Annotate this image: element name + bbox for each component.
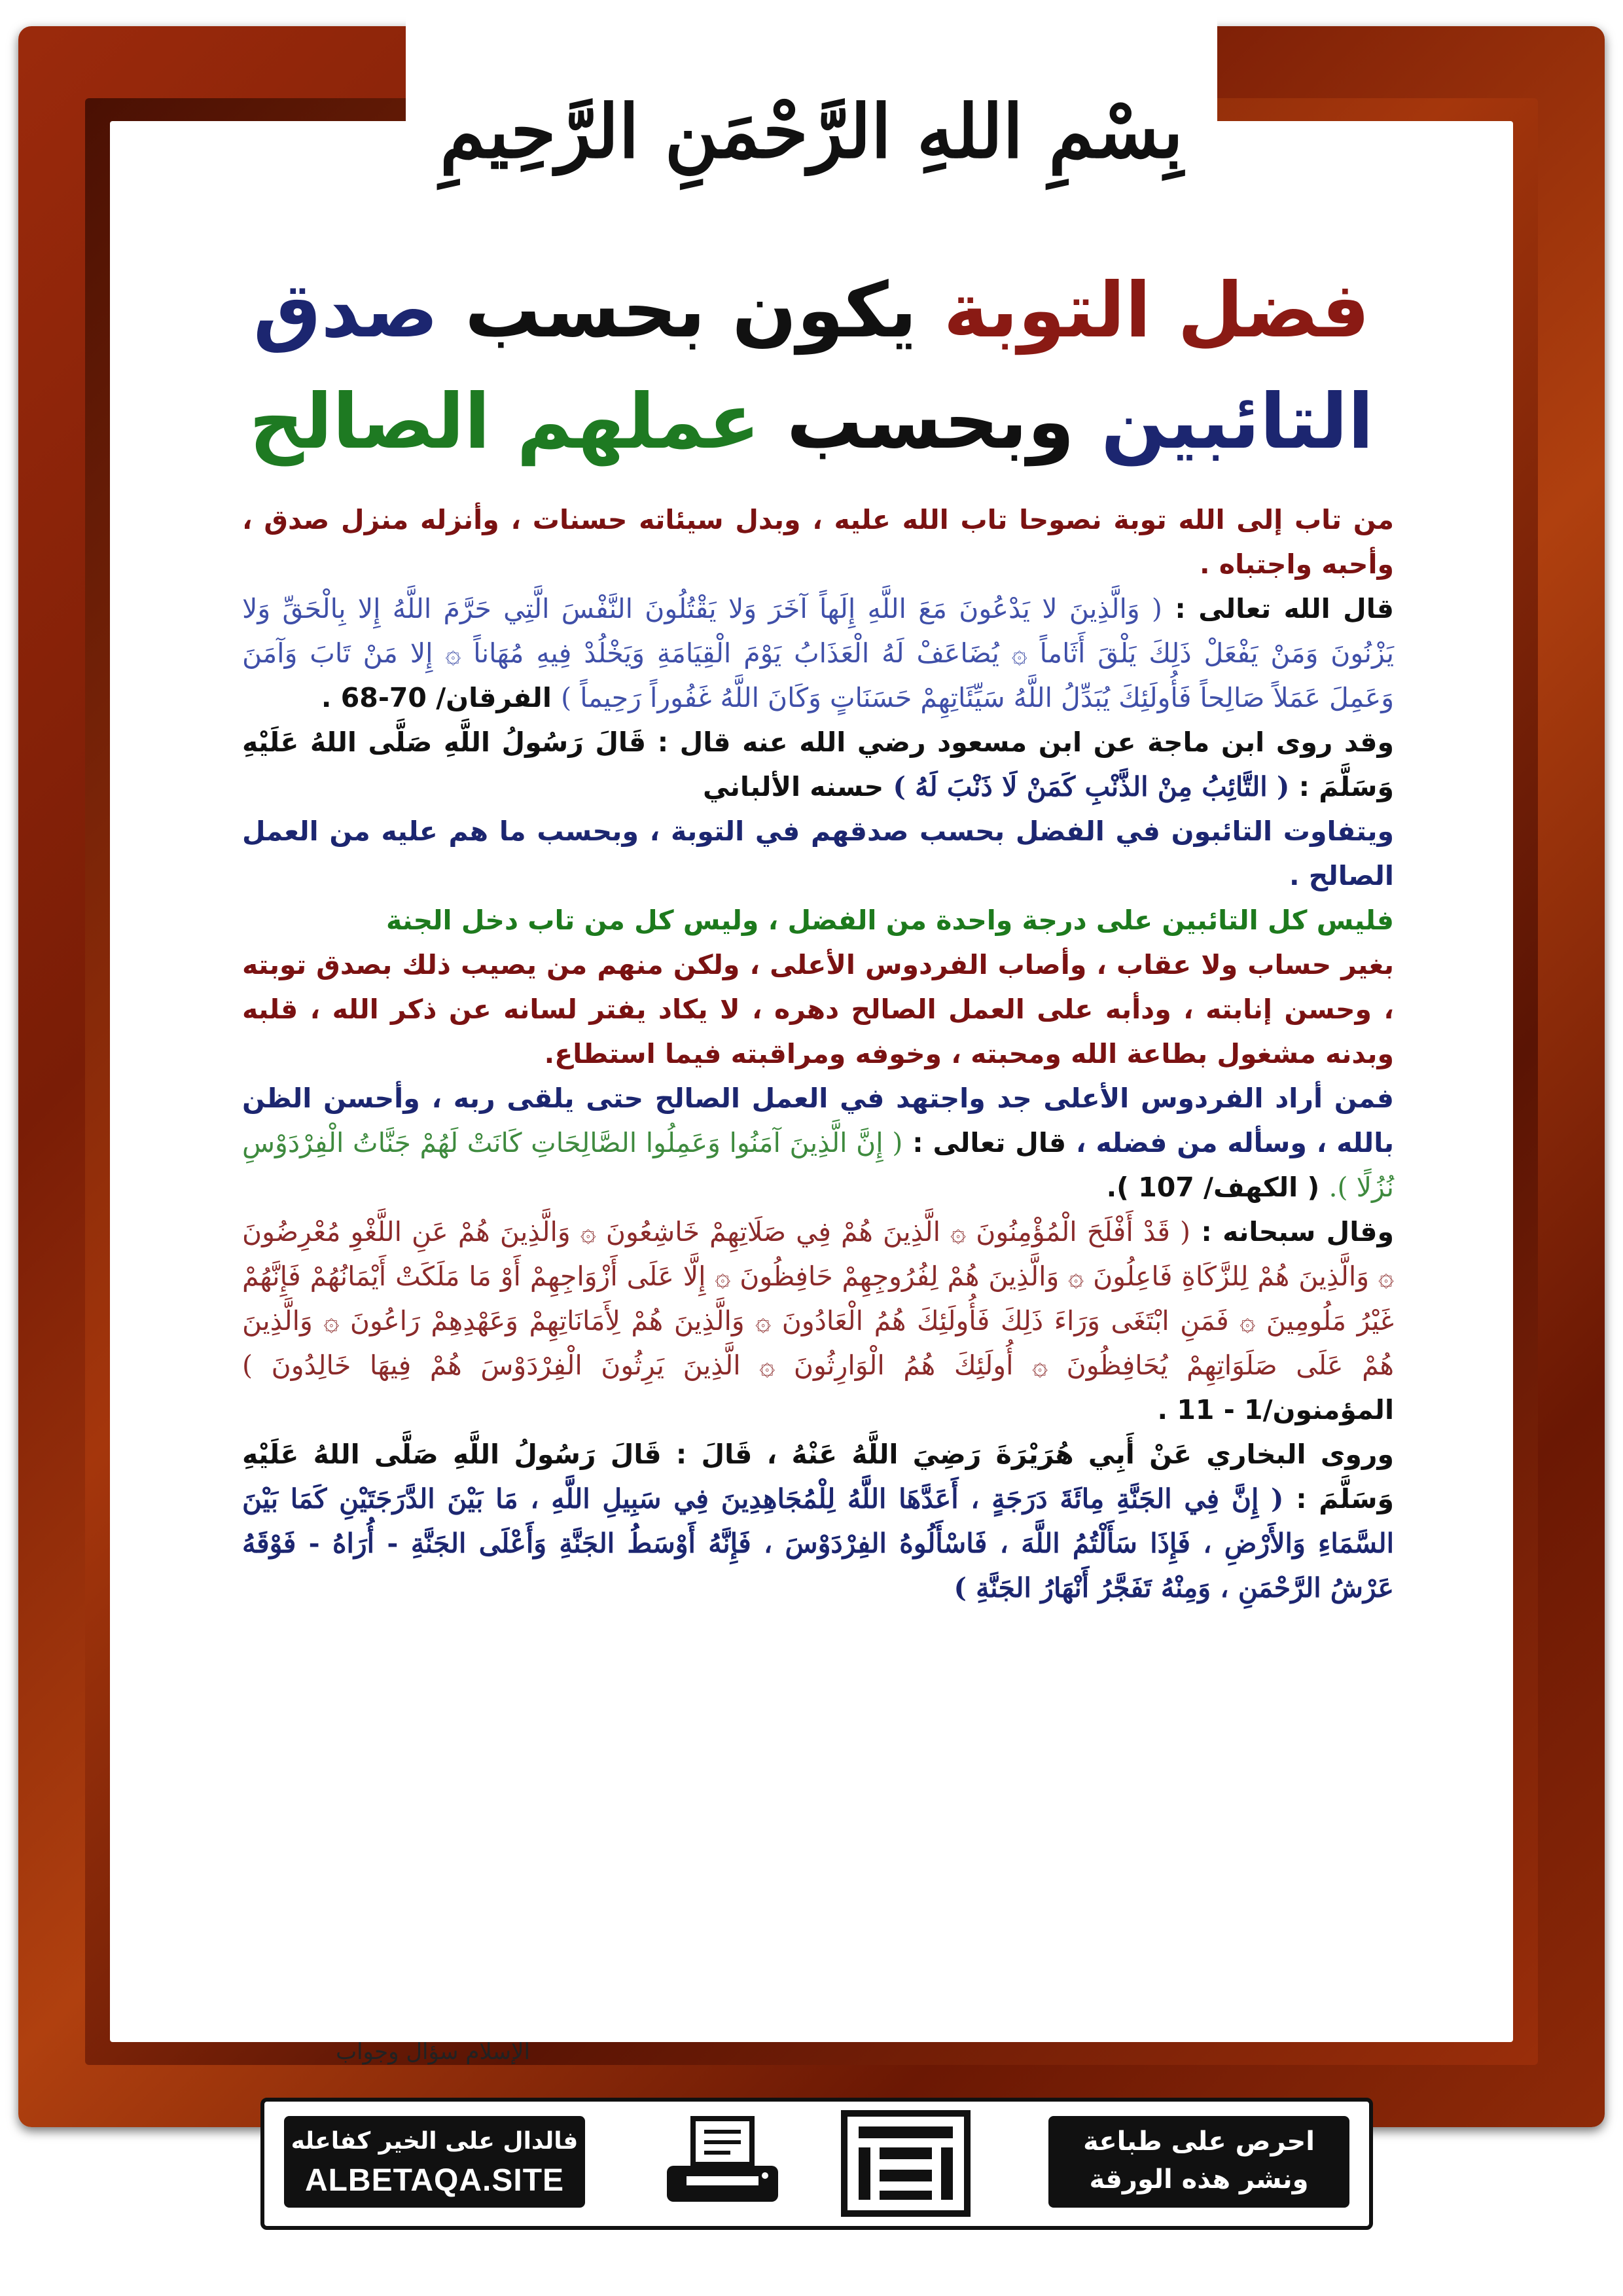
verse-reference: ( الكهف/ 107 ).: [1106, 1172, 1320, 1203]
footer-site-link[interactable]: ALBETAQA.SITE: [304, 2163, 565, 2198]
title-line-1: [131, 255, 1492, 367]
hadith-prophet: قَالَ رَسُولُ اللَّهِ صَلَّى اللهُ عَلَيْهِ وَسَلَّمَ :: [242, 726, 1394, 802]
verse-text: ( وَالَّذِينَ لا يَدْعُونَ مَعَ اللَّهِ إِلَهاً آخَرَ وَلا يَقْتُلُونَ النَّفْسَ الَّتِي حَرَّمَ اللَّهُ إِلا بِالْحَقِّ وَلا يَزْنُونَ وَمَنْ يَفْعَلْ ذَلِكَ يَلْقَ أَثَاماً ۞ يُضَاعَفْ لَهُ الْعَذَابُ يَوْمَ الْقِيَامَةِ وَيَخْلُدْ فِيهِ مُهَاناً ۞ إِلا مَنْ تَابَ وَآمَنَ وَعَمِلَ عَمَلاً صَالِحاً فَأُولَئِكَ يُبَدِّلُ اللَّهُ سَيِّئَاتِهِمْ حَسَنَاتٍ وَكَانَ اللَّهُ غَفُوراً رَحِيماً ): [242, 593, 1394, 713]
paragraph-navy-2: فمن أراد الفردوس الأعلى جد واجتهد في العمل الصالح حتى يلقى ربه ، وأحسن الظن بالله ، وسأله من فضله ،: [242, 1083, 1394, 1158]
title-word: يكون بحسب: [465, 266, 918, 355]
paragraph-navy: ويتفاوت التائبون في الفضل بحسب صدقهم في التوبة ، وبحسب ما هم عليه من العمل الصالح .: [242, 816, 1394, 891]
paragraph-maroon: بغير حساب ولا عقاب ، وأصاب الفردوس الأعلى ، ولكن منهم من يصيب ذلك بصدق توبته ، وحسن إنابته ، ودأبه على العمل الصالح دهره ، لا يكاد يفتر لسانه عن ذكر الله ، قلبه وبدنه مشغول بطاعة الله ومحبته ، وخوفه ومراقبته فيما استطاع.: [242, 949, 1394, 1069]
quote-lead: وقال سبحانه :: [1201, 1216, 1394, 1247]
page-title: [131, 255, 1492, 478]
printer-icon: [657, 2113, 788, 2215]
hadith-2: [242, 1432, 1394, 1610]
footer-print-line-2: ونشر هذه الورقة: [1089, 2164, 1309, 2195]
hadith-lead: وروى البخاري عَنْ أَبِي هُرَيْرَةَ رَضِيَ اللَّهُ عَنْهُ ، قَالَ :: [675, 1439, 1394, 1470]
quote-lead: قال الله تعالى :: [1175, 593, 1394, 624]
title-word: فضل: [1177, 266, 1370, 355]
footer-bar: [260, 2098, 1373, 2230]
title-word: وبحسب: [786, 378, 1075, 466]
intro-paragraph: من تاب إلى الله توبة نصوحا تاب الله عليه ، وبدل سيئاته حسنات ، وأنزله منزل صدق ، وأحبه واجتباه .: [242, 504, 1394, 580]
title-word: التائبين: [1101, 378, 1374, 466]
verse-text: ( إِنَّ الَّذِينَ آمَنُوا وَعَمِلُوا الصَّالِحَاتِ كَانَتْ لَهُمْ جَنَّاتُ الْفِرْدَوْسِ نُزُلًا ).: [242, 1127, 1394, 1203]
title-word: عملهم الصالح: [249, 378, 760, 466]
footer-print-line-1: احرص على طباعة: [1083, 2126, 1315, 2157]
hadith-text: ( إِنَّ فِي الجَنَّةِ مِائَةَ دَرَجَةٍ ، أَعَدَّهَا اللَّهُ لِلْمُجَاهِدِينَ فِي سَبِيلِ اللَّهِ ، مَا بَيْنَ الدَّرَجَتَيْنِ كَمَا بَيْنَ السَّمَاءِ وَالأَرْضِ ، فَإِذَا سَأَلْتُمُ اللَّهَ ، فَاسْأَلُوهُ الفِرْدَوْسَ ، فَإِنَّهُ أَوْسَطُ الجَنَّةِ وَأَعْلَى الجَنَّةِ - أُرَاهُ - فَوْقَهُ عَرْشُ الرَّحْمَنِ ، وَمِنْهُ تَفَجَّرُ أَنْهَارُ الجَنَّةِ ): [242, 1483, 1394, 1604]
paragraph-green: فليس كل التائبين على درجة واحدة من الفضل ، وليس كل من تاب دخل الجنة: [385, 905, 1394, 936]
quote-lead: قال تعالى :: [912, 1127, 1067, 1158]
verse-reference: المؤمنون/1 - 11 .: [1157, 1394, 1394, 1426]
hadith-prophet: قَالَ رَسُولُ اللَّهِ صَلَّى اللهُ عَلَيْهِ وَسَلَّمَ :: [242, 1439, 1394, 1515]
dawa-logo: [840, 2109, 971, 2217]
article-body: [242, 497, 1394, 1610]
basmala-calligraphy: [419, 26, 1204, 223]
hadith-grade: حسنه الألباني: [703, 771, 884, 802]
quran-quote-3: [242, 1210, 1394, 1432]
source-credit: الإسلام سؤال وجواب: [336, 2039, 530, 2065]
title-word: التوبة: [943, 266, 1151, 355]
verse-text: ( قَدْ أَفْلَحَ الْمُؤْمِنُونَ ۞ الَّذِينَ هُمْ فِي صَلَاتِهِمْ خَاشِعُونَ ۞ وَالَّذِينَ هُمْ عَنِ اللَّغْوِ مُعْرِضُونَ ۞ وَالَّذِينَ هُمْ لِلزَّكَاةِ فَاعِلُونَ ۞ وَالَّذِينَ هُمْ لِفُرُوجِهِمْ حَافِظُونَ ۞ إِلَّا عَلَى أَزْوَاجِهِمْ أَوْ مَا مَلَكَتْ أَيْمَانُهُمْ فَإِنَّهُمْ غَيْرُ مَلُومِينَ ۞ فَمَنِ ابْتَغَى وَرَاءَ ذَلِكَ فَأُولَئِكَ هُمُ الْعَادُونَ ۞ وَالَّذِينَ هُمْ لِأَمَانَاتِهِمْ وَعَهْدِهِمْ رَاعُونَ ۞ وَالَّذِينَ هُمْ عَلَى صَلَوَاتِهِمْ يُحَافِظُونَ ۞ أُولَئِكَ هُمُ الْوَارِثُونَ ۞ الَّذِينَ يَرِثُونَ الْفِرْدَوْسَ هُمْ فِيهَا خَالِدُونَ ): [242, 1216, 1394, 1381]
hadith-1: [242, 720, 1394, 809]
title-line-2: [131, 367, 1492, 478]
quran-quote-2: [242, 1076, 1394, 1210]
footer-print-box: [1048, 2116, 1349, 2208]
footer-site-box[interactable]: [284, 2116, 585, 2208]
hadith-text: ( التَّائِبُ مِنْ الذَّنْبِ كَمَنْ لَا ذَنْبَ لَهُ ): [893, 771, 1290, 802]
footer-slogan: فالدال على الخير كفاعله: [291, 2128, 579, 2155]
svg-text:بِسْمِ اللهِ الرَّحْمَنِ الرَّ: بِسْمِ اللهِ الرَّحْمَنِ الرَّحِيمِ: [440, 89, 1183, 175]
title-word: صدق: [253, 266, 438, 355]
hadith-lead: وقد روى ابن ماجة عن ابن مسعود رضي الله عنه قال :: [657, 726, 1394, 758]
quran-quote-1: [242, 586, 1394, 720]
verse-reference: الفرقان/ 70-68 .: [321, 682, 552, 713]
